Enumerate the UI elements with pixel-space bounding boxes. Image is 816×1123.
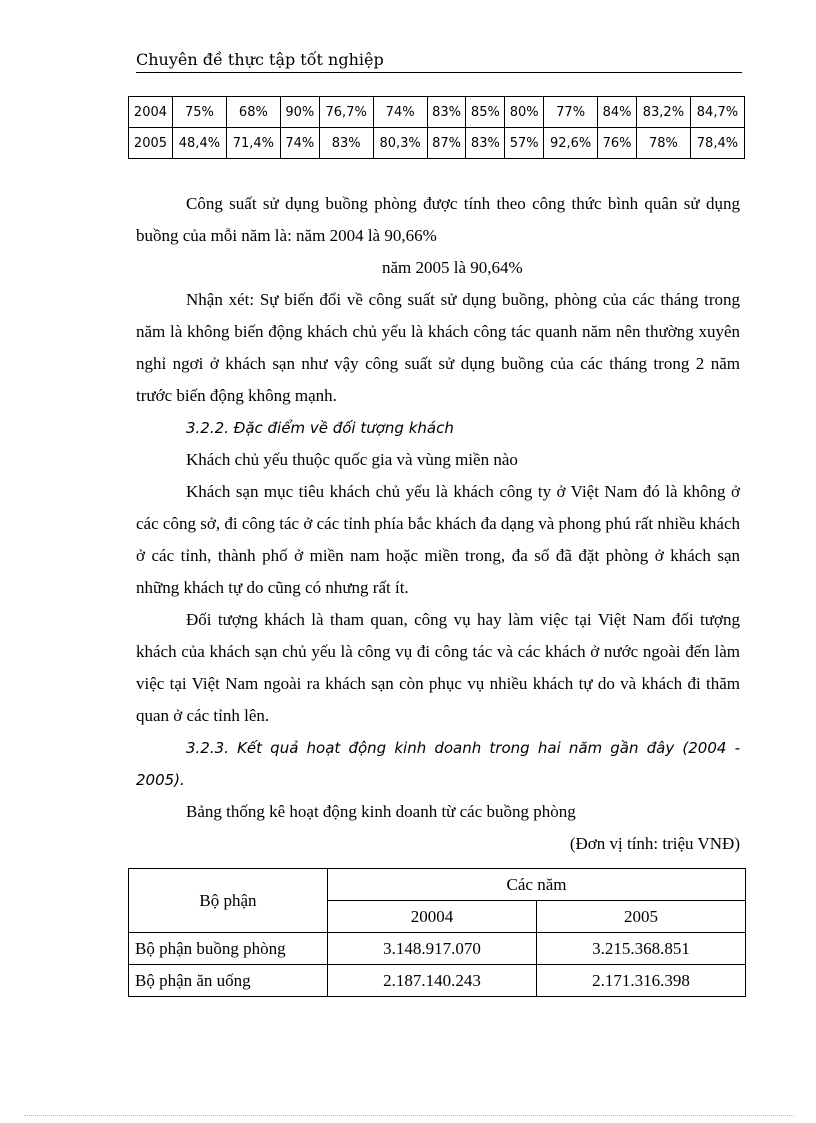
table-cell: 75% <box>172 97 226 128</box>
table-cell: 84% <box>598 97 637 128</box>
table-cell: 83% <box>466 128 505 159</box>
table-cell: 48,4% <box>172 128 226 159</box>
paragraph-remark: Nhận xét: Sự biến đổi về công suất sử dụng buồng, phòng của các tháng trong năm là không biến động khách chủ yếu là khách công tác quanh năm nên thường xuyên nghỉ ngơi ở khách sạn như vậy công suất sử dụng buồng của các tháng trong 2 năm trước biến động không mạnh. <box>136 290 740 405</box>
table-cell: 78,4% <box>690 128 744 159</box>
table-cell: 74% <box>280 128 319 159</box>
table-cell: 68% <box>226 97 280 128</box>
table-cell: 57% <box>505 128 544 159</box>
table-cell: 87% <box>427 128 466 159</box>
table-cell: 84,7% <box>690 97 744 128</box>
header-year-2: 2005 <box>537 901 746 933</box>
body-text <box>136 188 740 860</box>
paragraph-capacity: Công suất sử dụng buồng phòng được tính theo công thức bình quân sử dụng buồng của mỗi năm là: năm 2004 là 90,66% <box>136 194 740 245</box>
paragraph-table-title: Bảng thống kê hoạt động kinh doanh từ các buồng phòng <box>186 802 576 821</box>
table-cell: 83% <box>427 97 466 128</box>
table-cell: 85% <box>466 97 505 128</box>
table-cell: 2004 <box>129 97 173 128</box>
table-cell: 3.215.368.851 <box>537 933 746 965</box>
unit-note: (Đơn vị tính: triệu VNĐ) <box>569 834 740 853</box>
business-table <box>128 868 746 997</box>
table-row <box>129 965 746 997</box>
row-label: Bộ phận buồng phòng <box>129 933 328 965</box>
table-cell: 83,2% <box>636 97 690 128</box>
table-cell: 74% <box>373 97 427 128</box>
table-row <box>129 869 746 901</box>
page-bottom-rule <box>24 1115 794 1116</box>
table-cell: 78% <box>636 128 690 159</box>
occupancy-table <box>128 96 745 159</box>
table-cell: 76% <box>598 128 637 159</box>
table-cell: 76,7% <box>319 97 373 128</box>
table-cell: 90% <box>280 97 319 128</box>
page-header: Chuyên đề thực tập tốt nghiệp <box>136 48 742 73</box>
table-cell: 77% <box>544 97 598 128</box>
section-heading-results: 3.2.3. Kết quả hoạt động kinh doanh trong hai năm gần đây (2004 - 2005). <box>136 739 740 789</box>
header-department: Bộ phận <box>129 869 328 933</box>
table-cell: 3.148.917.070 <box>328 933 537 965</box>
header-years: Các năm <box>328 869 746 901</box>
table-cell: 80,3% <box>373 128 427 159</box>
paragraph-capacity-2005: năm 2005 là 90,64% <box>382 258 523 277</box>
header-year-1: 20004 <box>328 901 537 933</box>
table-cell: 2.187.140.243 <box>328 965 537 997</box>
table-row <box>129 128 745 159</box>
paragraph-guest-origin: Khách chủ yếu thuộc quốc gia và vùng miền nào <box>186 450 518 469</box>
table-row <box>129 97 745 128</box>
section-heading-guests: 3.2.2. Đặc điểm về đối tượng khách <box>186 419 454 437</box>
table-cell: 80% <box>505 97 544 128</box>
table-cell: 92,6% <box>544 128 598 159</box>
table-cell: 71,4% <box>226 128 280 159</box>
paragraph-target-guests: Khách sạn mục tiêu khách chủ yếu là khách công ty ở Việt Nam đó là không ở các công sở, đi công tác ở các tỉnh phía bắc khách đa dạng và phong phú rất nhiều khách ở các tỉnh, thành phố ở miền nam hoặc miền trong, đa số đã đặt phòng ở khách sạn những khách tự do cũng có nhưng rất ít. <box>136 482 740 597</box>
table-cell: 2.171.316.398 <box>537 965 746 997</box>
table-cell: 83% <box>319 128 373 159</box>
table-cell: 2005 <box>129 128 173 159</box>
row-label: Bộ phận ăn uống <box>129 965 328 997</box>
paragraph-guest-types: Đối tượng khách là tham quan, công vụ hay làm việc tại Việt Nam đối tượng khách của khách sạn chủ yếu là công vụ đi công tác và các khách ở nước ngoài đến làm việc tại Việt Nam ngoài ra khách sạn còn phục vụ nhiều khách tự do và khách đi thăm quan ở các tỉnh lên. <box>136 610 740 725</box>
table-row <box>129 933 746 965</box>
